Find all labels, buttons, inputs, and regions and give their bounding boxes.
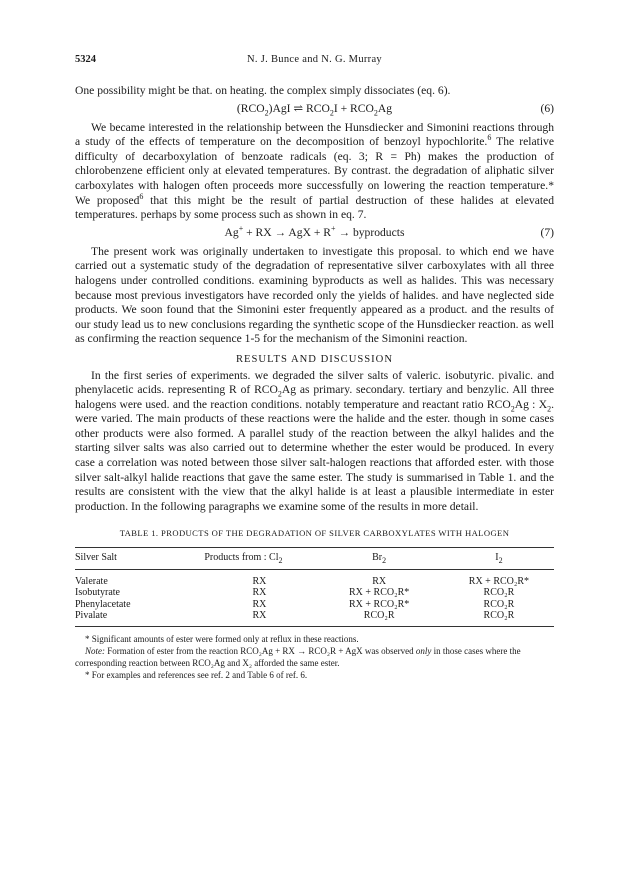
paragraph-2: We became interested in the relationship between the Hunsdiecker and Simonini reactions through a study of the effects of temperature on the decomposition of benzoyl hypochlorite.$^6$ The relative difficulty of decarboxylation of benzoate radicals (eq. 3; R = Ph) makes the production of chlorobenzene efficient only at elevated temperatures. By contrast. the degradation of aliphatic silver carboxylates with halogen often proceeds more successfully on lowering the reaction temperature.* We proposed$^6$ that this might be the result of partial destruction of these halides at elevated temperatures. perhaps by some process such as shown in eq. 7. <box>75 120 555 222</box>
paragraph-3: The present work was originally undertaken to investigate this proposal. to which end we have carried out a systematic study of the degradation of representative silver carboxylates with all three halogens under controlled conditions. examining byproducts as well as halides. This was necessary because most previous investigators have recorded only the yields of halides. and have neglected side products. We soon found that the Simonini ester frequently appeared as a product. and the results of our study lead us to new conclusions regarding the synthetic scope of the Hunsdiecker reaction. as well as confirming the reaction sequence 1-5 for the mechanism of the Simonini reaction. <box>75 244 554 346</box>
table-row <box>75 569 554 587</box>
equation-7 <box>75 223 554 242</box>
table-header-row <box>75 548 554 570</box>
table-cell: RX + RCO₂R* <box>349 598 410 610</box>
equation-7-text: Ag+ + RX → AgX + R+ → byproducts <box>224 223 405 239</box>
table-cell: RX <box>252 610 267 622</box>
table-cell: Isobutyrate <box>75 587 120 599</box>
paragraph-1: One possibility might be that. on heating. the complex simply dissociates (eq. 6). <box>75 84 451 97</box>
table-row <box>75 610 554 626</box>
table-row <box>75 587 554 599</box>
paragraph-4: In the first series of experiments. we degraded the silver salts of valeric. isobutyric. pivalic. and phenylacetic acids. representing R of $RCO_2Ag$ as primary. secondary. tertiary and benzylic. All three halogens were used. and the reaction conditions. notably temperature and reactant ratio $RCO_2Ag$ : $X_2$. were varied. The main products of these reactions were the halide and the ester. though in some cases other products were also formed. A parallel study of the reaction between the alkyl halides and the starting silver salts was also carried out to determine whether the ester would be produced. In every case a correlation was noted between those silver salt-halogen reactions that afforded ester. with those silver salt-alkyl halide reactions that gave the same ester. The study is summarised in Table 1. and the results are consistent with the view that the alkyl halide is at least a plausible intermediate in ester production. In the following paragraphs we examine some of the results in more detail. <box>75 368 554 513</box>
table-header-silver-salt: Silver Salt <box>75 548 204 570</box>
equation-6-text: $(RCO_2)AgI$ ⇌ $RCO_2I + RCO_2Ag$ <box>236 101 393 117</box>
table-header-br: $Br_2$ <box>314 548 443 570</box>
table-cell: RCO₂R <box>363 610 395 622</box>
article-body <box>75 84 554 681</box>
table-cell: Pivalate <box>75 610 108 622</box>
page-footnote: * For examples and references see ref. 2 and Table 6 of ref. 6. <box>85 670 308 680</box>
page-number: 5324 <box>75 54 96 65</box>
table-cell: RX + RCO₂R* <box>468 575 530 587</box>
running-authors: N. J. Bunce and N. G. Murray <box>247 54 382 65</box>
table-footnote-note: Note: Formation of ester from the reaction RCO₂Ag + RX → RCO₂R + AgX was observed only in those cases where the corresponding reaction between RCO₂Ag and X₂ afforded the same ester. <box>75 646 521 668</box>
section-heading: RESULTS AND DISCUSSION <box>235 353 393 365</box>
products-table <box>75 547 554 627</box>
table-cell: RCO₂R <box>483 610 515 622</box>
table-cell: RX <box>252 575 267 587</box>
table-cell: RCO₂R <box>483 598 515 610</box>
table-row <box>75 599 554 611</box>
equation-6 <box>75 102 554 118</box>
table-cell: RX <box>372 575 387 587</box>
table-cell: RX + RCO₂R* <box>349 587 410 599</box>
table-cell: RX <box>252 587 267 599</box>
equation-6-number: (6) <box>540 101 554 115</box>
running-header <box>75 54 554 68</box>
table-cell: RCO₂R <box>483 587 515 599</box>
table-footnotes <box>75 633 554 681</box>
table-header-cl: Products from : $Cl_2$ <box>204 548 314 570</box>
table-cell: RX <box>252 598 267 610</box>
table-footnote-asterisk: * Significant amounts of ester were formed only at reflux in these reactions. <box>85 634 359 644</box>
table-title: TABLE 1. PRODUCTS OF THE DEGRADATION OF SILVER CARBOXYLATES WITH HALOGEN <box>119 528 510 539</box>
table-header-i: $I_2$ <box>444 548 554 570</box>
table-cell: Phenylacetate <box>75 598 131 610</box>
equation-7-number: (7) <box>540 225 554 239</box>
table-cell: Valerate <box>75 575 108 587</box>
